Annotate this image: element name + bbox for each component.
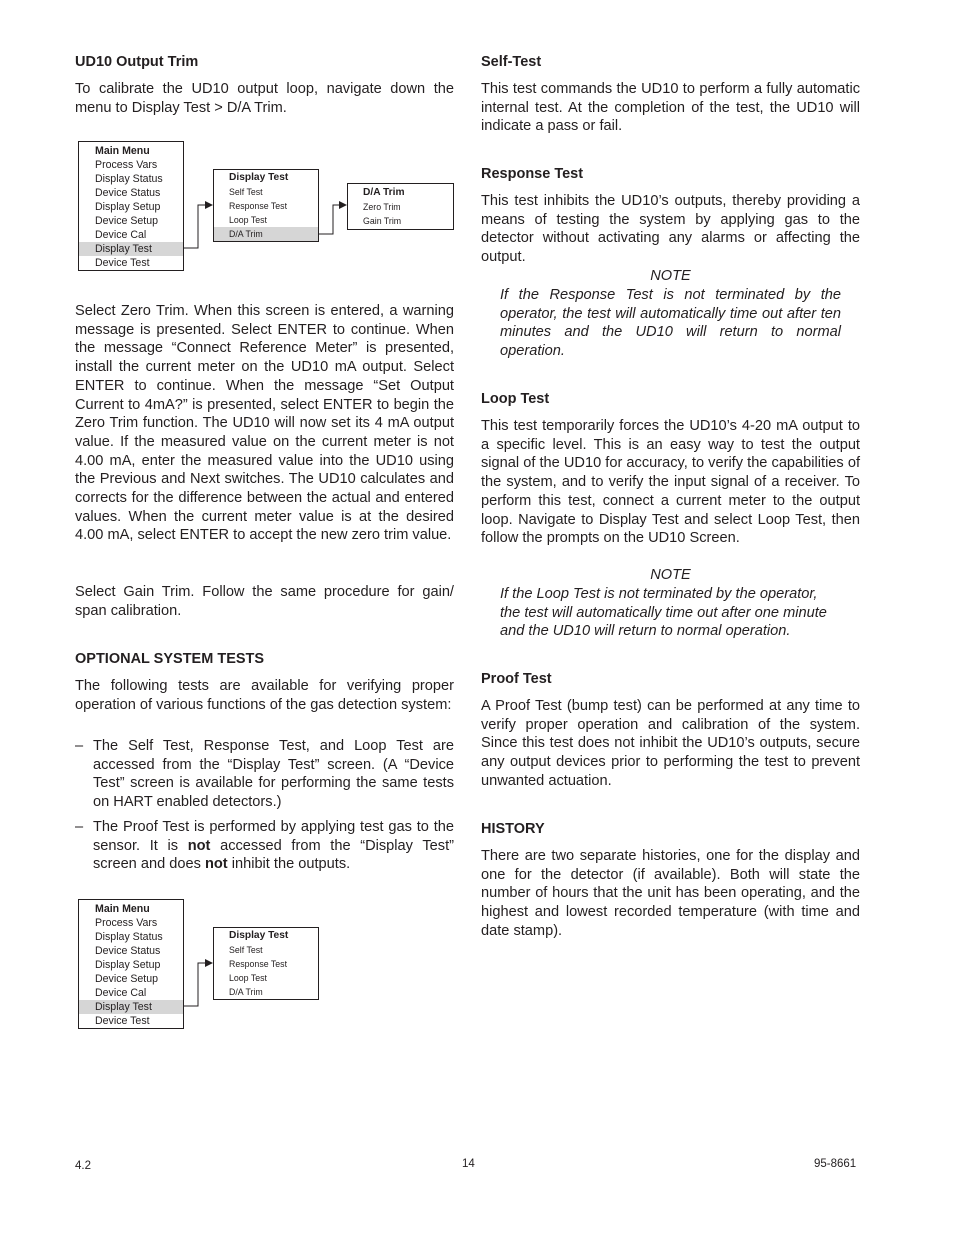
da-trim-title: D/A Trim [363, 187, 405, 198]
loop-note-text: If the Loop Test is not terminated by the operator, the test will automatically time out after one minute and the UD10 will return to normal operation. [500, 586, 827, 640]
submenu-item-zero-trim: Zero Trim [363, 202, 401, 212]
menu-item-display-status: Display Status [95, 173, 163, 185]
arrow-connector [319, 205, 340, 234]
menu-item-process-vars: Process Vars [95, 159, 158, 171]
arrow-head-icon [205, 201, 213, 209]
display-test-title: Display Test [229, 172, 289, 183]
menu-item-device-status: Device Status [95, 945, 161, 957]
bullet-proof-test-text: The Proof Test is performed by applying test gas to the sensor. It is not accessed from the “Display Test” screen and does not inhibit the outputs. [93, 819, 454, 873]
output-trim-intro: To calibrate the UD10 output loop, navigate down the menu to Display Test > D/A Trim. [75, 81, 454, 116]
submenu-item-loop-test: Loop Test [229, 973, 267, 983]
optional-tests-heading: OPTIONAL SYSTEM TESTS [75, 651, 265, 667]
bullet-dash: – [75, 819, 84, 835]
history-body: There are two separate histories, one for the display and one for the detector (if available). Both will state the number of hours that the unit has been operating, and the highest and lowest recorded temperature (with time and date stamp). [481, 848, 860, 939]
menu-item-display-setup: Display Setup [95, 959, 161, 971]
revision-number: 4.2 [75, 1160, 91, 1172]
optional-tests-intro: The following tests are available for verifying proper operation of various functions of the gas detection system: [75, 678, 454, 713]
submenu-item-da-trim: D/A Trim [214, 227, 318, 241]
submenu-item-self-test: Self Test [229, 187, 263, 197]
submenu-item-gain-trim: Gain Trim [363, 216, 402, 226]
response-test-heading: Response Test [481, 166, 584, 182]
gain-trim-paragraph: Select Gain Trim. Follow the same procedure for gain/ span calibration. [75, 584, 454, 619]
menu-item-process-vars: Process Vars [95, 917, 158, 929]
menu-item-device-test: Device Test [95, 1015, 150, 1027]
submenu-item-self-test: Self Test [229, 945, 263, 955]
arrow-head-icon [339, 201, 347, 209]
arrow-head-icon [205, 959, 213, 967]
menu-item-device-setup: Device Setup [95, 973, 159, 985]
response-note-title: NOTE [650, 268, 691, 284]
self-test-body: This test commands the UD10 to perform a fully automatic internal test. At the completion of the test, the UD10 will indicate a pass or fail. [481, 81, 860, 135]
loop-note-title: NOTE [650, 567, 691, 583]
display-test-title: Display Test [229, 930, 289, 941]
menu-item-device-cal: Device Cal [95, 987, 147, 999]
menu-item-display-test: Display Test [79, 1000, 183, 1014]
arrow-connector [184, 963, 206, 1006]
bullet-display-test-text: The Self Test, Response Test, and Loop Test are accessed from the “Display Test” screen. (A “Device Test” screen is available for performing the same tests on HART enabled detectors.) [93, 738, 454, 811]
zero-trim-paragraph: Select Zero Trim. When this screen is entered, a warning message is presented. Select ENTER to continue. When the message “Connect Reference Meter” is presented, install the current meter on the UD10 mA output. Select ENTER to continue. When the message “Set Output Current to 4mA?” is presented, select ENTER to begin the Zero Trim function. The UD10 will now set its 4 mA output value. If the measured value on the current meter is not 4.00 mA, enter the measured value into the UD10 using the Previous and Next switches. The UD10 calculates and corrects for the difference between the actual and entered values. When the current meter value is at the desired 4.00 mA, select ENTER to accept the new zero trim value. [75, 303, 454, 544]
menu-item-device-status: Device Status [95, 187, 161, 199]
arrow-connector [184, 205, 206, 248]
proof-test-heading: Proof Test [481, 671, 552, 687]
response-note-text: If the Response Test is not terminated by the operator, the test will automatically time out after ten minutes and the UD10 will return to normal operation. [500, 287, 841, 360]
output-trim-heading: UD10 Output Trim [75, 54, 199, 70]
menu-item-display-test: Display Test [79, 242, 183, 256]
bullet-dash: – [75, 738, 84, 754]
menu-item-display-status: Display Status [95, 931, 163, 943]
history-heading: HISTORY [481, 821, 545, 837]
menu-item-display-setup: Display Setup [95, 201, 161, 213]
submenu-item-response-test: Response Test [229, 959, 288, 969]
proof-test-body: A Proof Test (bump test) can be performed at any time to verify proper operation and calibration of the system. Since this test does not inhibit the UD10’s outputs, secure any output devices prior to performing the test to prevent unwanted actuation. [481, 698, 860, 789]
response-test-body: This test inhibits the UD10’s outputs, thereby providing a means of testing the system by applying gas to the detector without activating any alarms or affecting the output. [481, 193, 860, 266]
menu-item-device-cal: Device Cal [95, 229, 147, 241]
loop-test-heading: Loop Test [481, 391, 550, 407]
main-menu-title: Main Menu [95, 903, 150, 915]
loop-test-body: This test temporarily forces the UD10’s 4-20 mA output to a specific level. This is an easy way to test the output signal of the UD10 for accuracy, to verify the capabilities of the system, and to verify the input signal of a receiver. To perform this test, connect a current meter to the output loop. Navigate to Display Test and select Loop Test, then follow the prompts on the UD10 Screen. [481, 418, 860, 547]
submenu-item-response-test: Response Test [229, 201, 288, 211]
document-number: 95-8661 [814, 1158, 857, 1170]
page-number: 14 [462, 1158, 475, 1170]
menu-item-device-setup: Device Setup [95, 215, 159, 227]
self-test-heading: Self-Test [481, 54, 542, 70]
menu-item-device-test: Device Test [95, 257, 150, 269]
submenu-item-da-trim: D/A Trim [229, 987, 263, 997]
submenu-item-loop-test: Loop Test [229, 215, 267, 225]
main-menu-title: Main Menu [95, 145, 150, 157]
